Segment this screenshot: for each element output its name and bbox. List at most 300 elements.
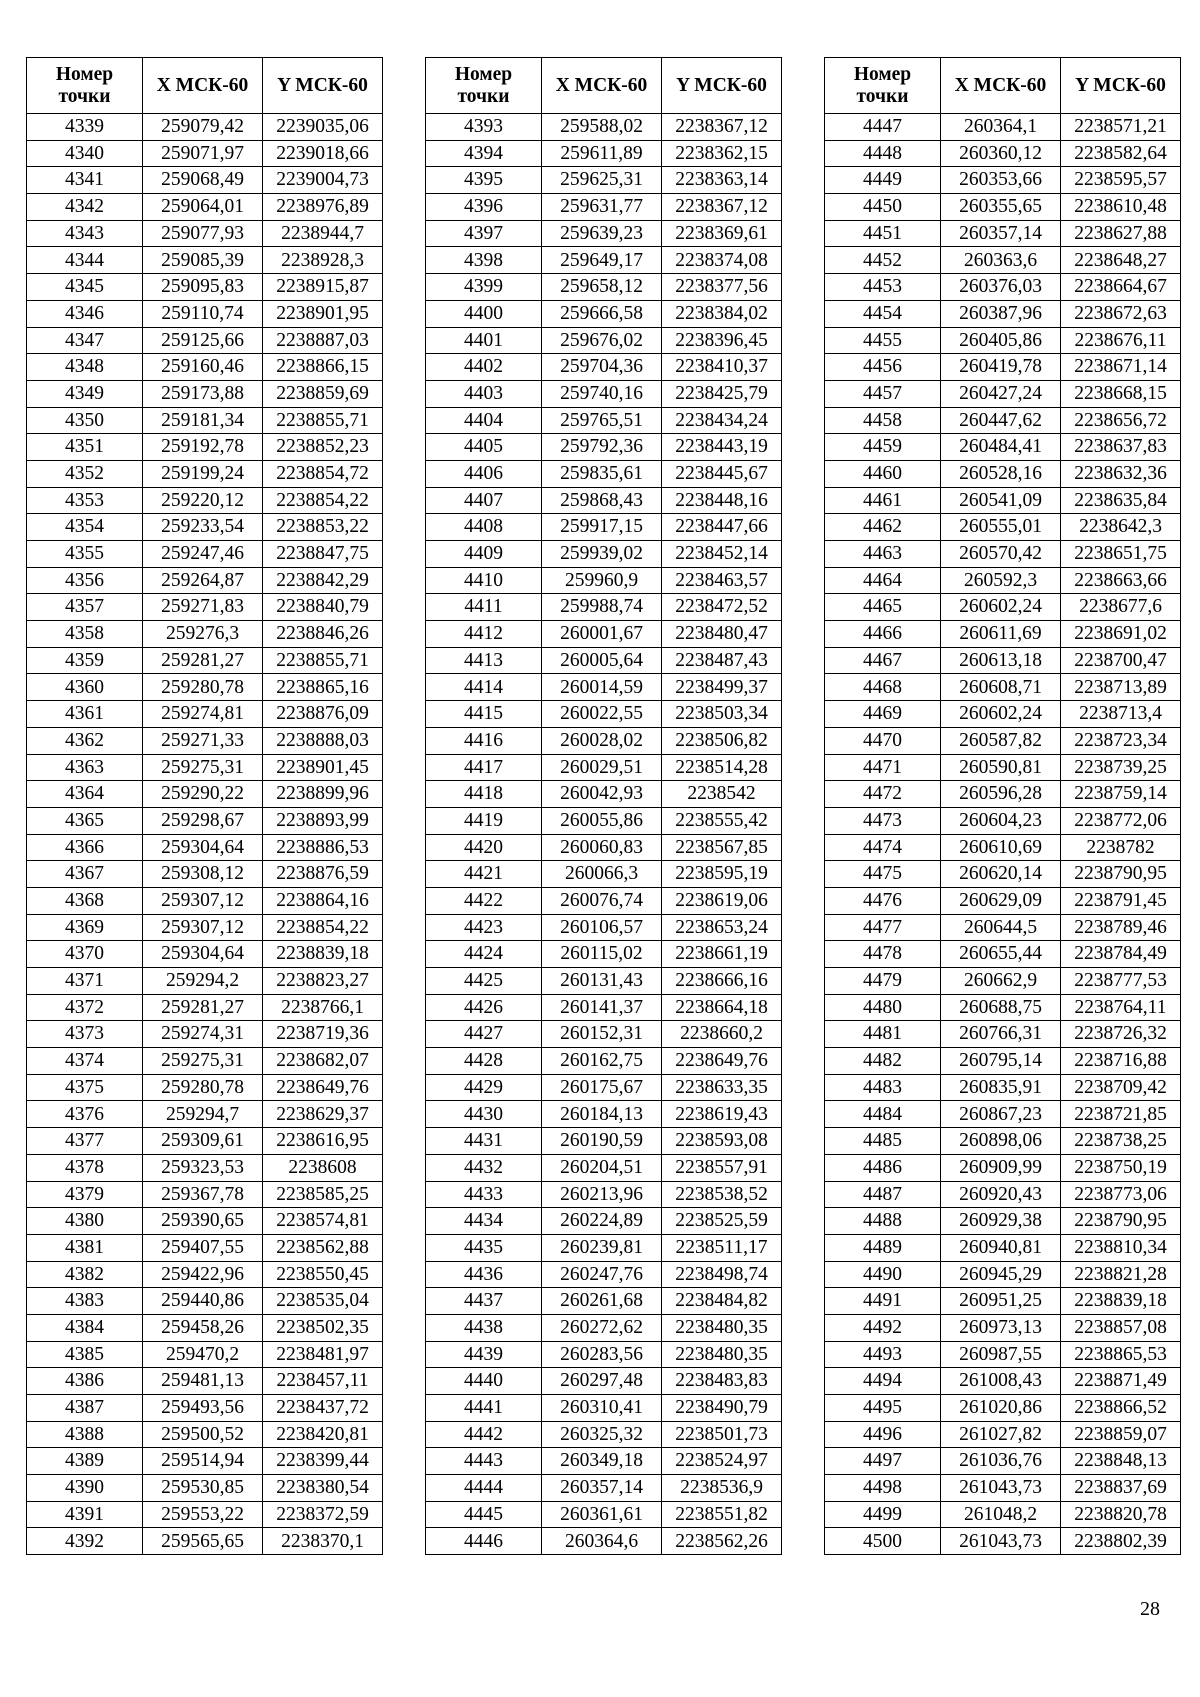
point-number-header: Номер точки [27,58,143,114]
table-row [27,487,383,514]
y-cell: 2238859,07 [1061,1421,1181,1448]
point-number-cell: 4496 [825,1421,941,1448]
table-row [825,1421,1181,1448]
point-number-cell: 4468 [825,674,941,701]
x-cell: 260325,32 [542,1421,662,1448]
table-row [825,380,1181,407]
table-row [27,941,383,968]
point-number-cell: 4400 [426,300,542,327]
y-cell: 2238635,84 [1061,487,1181,514]
y-cell: 2238595,19 [662,861,782,888]
y-cell: 2239035,06 [263,114,383,141]
point-number-cell: 4381 [27,1234,143,1261]
table-row [825,674,1181,701]
x-cell: 259264,87 [143,567,263,594]
y-cell: 2238377,56 [662,274,782,301]
x-cell: 259280,78 [143,1074,263,1101]
point-number-cell: 4470 [825,727,941,754]
point-number-cell: 4482 [825,1048,941,1075]
point-number-cell: 4406 [426,460,542,487]
x-cell: 259274,81 [143,701,263,728]
point-number-cell: 4457 [825,380,941,407]
table-row [426,1261,782,1288]
y-cell: 2238866,15 [263,354,383,381]
y-cell: 2238859,69 [263,380,383,407]
x-cell: 259077,93 [143,220,263,247]
x-cell: 260066,3 [542,861,662,888]
table-row [426,434,782,461]
x-cell: 260076,74 [542,887,662,914]
y-cell: 2238759,14 [1061,781,1181,808]
x-cell: 261043,73 [941,1475,1061,1502]
y-cell: 2238928,3 [263,247,383,274]
x-cell: 260951,25 [941,1288,1061,1315]
x-cell: 260213,96 [542,1181,662,1208]
y-cell: 2238726,32 [1061,1021,1181,1048]
table-row [825,1208,1181,1235]
table-row [426,1448,782,1475]
x-cell: 260447,62 [941,407,1061,434]
y-cell: 2238802,39 [1061,1528,1181,1555]
point-number-cell: 4441 [426,1395,542,1422]
y-cell: 2238846,26 [263,621,383,648]
x-cell: 259281,27 [143,994,263,1021]
y-cell: 2238857,08 [1061,1314,1181,1341]
x-cell: 259625,31 [542,167,662,194]
y-cell: 2238582,64 [1061,140,1181,167]
x-cell: 259110,74 [143,300,263,327]
y-cell: 2238888,03 [263,727,383,754]
y-cell: 2238480,35 [662,1341,782,1368]
x-cell: 260592,3 [941,567,1061,594]
table-row [426,1475,782,1502]
table-row [825,1368,1181,1395]
x-cell: 259481,13 [143,1368,263,1395]
point-number-cell: 4385 [27,1341,143,1368]
x-cell: 260141,37 [542,994,662,1021]
table-row [825,807,1181,834]
y-cell: 2238716,88 [1061,1048,1181,1075]
point-number-cell: 4423 [426,914,542,941]
point-number-cell: 4372 [27,994,143,1021]
x-cell: 260357,14 [941,220,1061,247]
y-cell: 2238480,47 [662,621,782,648]
table-row [27,434,383,461]
point-number-cell: 4462 [825,514,941,541]
table-row [825,541,1181,568]
point-number-cell: 4351 [27,434,143,461]
x-cell: 260272,62 [542,1314,662,1341]
table-row [825,114,1181,141]
table-row [426,1395,782,1422]
x-cell: 260484,41 [941,434,1061,461]
point-number-cell: 4375 [27,1074,143,1101]
point-number-cell: 4424 [426,941,542,968]
point-number-cell: 4365 [27,807,143,834]
x-cell: 260644,5 [941,914,1061,941]
x-cell: 260162,75 [542,1048,662,1075]
y-cell: 2238839,18 [263,941,383,968]
x-cell: 260419,78 [941,354,1061,381]
table-row [825,941,1181,968]
table-row [825,1501,1181,1528]
x-cell: 259294,2 [143,968,263,995]
y-cell: 2238671,14 [1061,354,1181,381]
table-row [825,1314,1181,1341]
y-cell: 2238842,29 [263,567,383,594]
y-cell: 2238944,7 [263,220,383,247]
x-cell: 260929,38 [941,1208,1061,1235]
point-number-cell: 4404 [426,407,542,434]
y-cell: 2238854,22 [263,914,383,941]
y-cell: 2238854,72 [263,460,383,487]
table-row [825,460,1181,487]
table-row [27,1021,383,1048]
point-number-cell: 4490 [825,1261,941,1288]
y-cell: 2238668,15 [1061,380,1181,407]
table-header-row [27,58,383,114]
x-cell: 260363,6 [941,247,1061,274]
table-row [825,1234,1181,1261]
y-cell: 2238616,95 [263,1128,383,1155]
x-cell: 260427,24 [941,380,1061,407]
y-cell: 2238664,18 [662,994,782,1021]
table-row [27,1101,383,1128]
y-cell: 2238434,24 [662,407,782,434]
point-number-cell: 4392 [27,1528,143,1555]
y-cell: 2239004,73 [263,167,383,194]
table-row [27,541,383,568]
x-cell: 260596,28 [941,781,1061,808]
point-number-cell: 4349 [27,380,143,407]
y-cell: 2238839,18 [1061,1288,1181,1315]
point-number-cell: 4435 [426,1234,542,1261]
y-cell: 2238437,72 [263,1395,383,1422]
table-row [426,754,782,781]
x-cell: 260602,24 [941,594,1061,621]
point-number-cell: 4368 [27,887,143,914]
table-row [426,274,782,301]
y-cell: 2238865,16 [263,674,383,701]
table-row [825,701,1181,728]
table-row [27,514,383,541]
table-row [426,1288,782,1315]
point-number-cell: 4410 [426,567,542,594]
y-cell: 2238865,53 [1061,1341,1181,1368]
point-number-cell: 4500 [825,1528,941,1555]
point-number-cell: 4465 [825,594,941,621]
y-cell: 2238619,43 [662,1101,782,1128]
table-row [426,194,782,221]
y-cell: 2238651,75 [1061,541,1181,568]
table-row [825,1395,1181,1422]
point-number-cell: 4363 [27,754,143,781]
x-cell: 259440,86 [143,1288,263,1315]
y-cell: 2238976,89 [263,194,383,221]
x-cell: 259917,15 [542,514,662,541]
table-row [27,647,383,674]
table-row [27,1181,383,1208]
y-cell: 2238571,21 [1061,114,1181,141]
x-cell: 260190,59 [542,1128,662,1155]
point-number-cell: 4464 [825,567,941,594]
y-cell: 2238777,53 [1061,968,1181,995]
point-number-cell: 4498 [825,1475,941,1502]
y-cell: 2238463,57 [662,567,782,594]
table-row [27,701,383,728]
point-number-cell: 4437 [426,1288,542,1315]
x-cell: 260028,02 [542,727,662,754]
x-cell: 260629,09 [941,887,1061,914]
table-row [426,1421,782,1448]
x-cell: 259071,97 [143,140,263,167]
x-cell: 259125,66 [143,327,263,354]
table-row [27,220,383,247]
point-number-cell: 4405 [426,434,542,461]
y-cell: 2238738,25 [1061,1128,1181,1155]
point-number-cell: 4415 [426,701,542,728]
y-cell: 2238535,04 [263,1288,383,1315]
y-cell: 2238766,1 [263,994,383,1021]
point-number-cell: 4431 [426,1128,542,1155]
y-cell: 2238374,08 [662,247,782,274]
table-row [825,567,1181,594]
point-number-cell: 4433 [426,1181,542,1208]
y-cell: 2238649,76 [662,1048,782,1075]
table-row [27,1154,383,1181]
y-cell: 2238855,71 [263,647,383,674]
table-row [426,1154,782,1181]
y-cell: 2238448,16 [662,487,782,514]
table-row [27,1421,383,1448]
y-cell: 2238367,12 [662,114,782,141]
y-cell: 2238676,11 [1061,327,1181,354]
x-cell: 260620,14 [941,861,1061,888]
point-number-cell: 4443 [426,1448,542,1475]
point-number-cell: 4438 [426,1314,542,1341]
x-cell: 260184,13 [542,1101,662,1128]
y-cell: 2238719,36 [263,1021,383,1048]
point-number-cell: 4434 [426,1208,542,1235]
y-cell: 2238384,02 [662,300,782,327]
point-number-cell: 4382 [27,1261,143,1288]
table-row [27,674,383,701]
table-row [426,541,782,568]
point-number-cell: 4448 [825,140,941,167]
y-cell: 2238784,49 [1061,941,1181,968]
y-cell: 2238542 [662,781,782,808]
x-cell: 261027,82 [941,1421,1061,1448]
table-row [27,1501,383,1528]
point-number-cell: 4445 [426,1501,542,1528]
y-cell: 2238840,79 [263,594,383,621]
y-cell: 2238642,3 [1061,514,1181,541]
table-row [426,621,782,648]
point-number-cell: 4451 [825,220,941,247]
x-cell: 260355,65 [941,194,1061,221]
point-number-cell: 4398 [426,247,542,274]
point-number-cell: 4442 [426,1421,542,1448]
table-row [426,380,782,407]
x-cell: 259666,58 [542,300,662,327]
y-cell: 2238608 [263,1154,383,1181]
x-cell: 260898,06 [941,1128,1061,1155]
point-number-cell: 4453 [825,274,941,301]
point-number-cell: 4397 [426,220,542,247]
table-row [426,887,782,914]
point-number-cell: 4344 [27,247,143,274]
x-cell: 260364,6 [542,1528,662,1555]
table-row [426,1234,782,1261]
table-row [27,194,383,221]
table-row [426,834,782,861]
x-cell: 261008,43 [941,1368,1061,1395]
table-row [27,354,383,381]
y-cell: 2238663,66 [1061,567,1181,594]
table-row [825,300,1181,327]
table-row [825,1261,1181,1288]
point-number-cell: 4354 [27,514,143,541]
point-number-cell: 4455 [825,327,941,354]
x-cell: 259181,34 [143,407,263,434]
point-number-cell: 4449 [825,167,941,194]
x-cell: 259835,61 [542,460,662,487]
point-number-cell: 4374 [27,1048,143,1075]
x-cell: 259304,64 [143,834,263,861]
table-row [426,727,782,754]
y-cell: 2238362,15 [662,140,782,167]
x-cell: 260795,14 [941,1048,1061,1075]
table-row [825,407,1181,434]
x-cell: 259276,3 [143,621,263,648]
x-cell: 259280,78 [143,674,263,701]
point-number-cell: 4499 [825,1501,941,1528]
x-cell: 260608,71 [941,674,1061,701]
x-header: X МСК-60 [143,58,263,114]
x-cell: 259704,36 [542,354,662,381]
x-cell: 259588,02 [542,114,662,141]
x-cell: 259304,64 [143,941,263,968]
point-number-cell: 4483 [825,1074,941,1101]
point-number-cell: 4359 [27,647,143,674]
y-cell: 2238854,22 [263,487,383,514]
point-number-cell: 4345 [27,274,143,301]
table-row [27,968,383,995]
table-row [426,941,782,968]
point-number-cell: 4425 [426,968,542,995]
table-row [825,514,1181,541]
y-cell: 2238445,67 [662,460,782,487]
table-row [825,994,1181,1021]
y-cell: 2238420,81 [263,1421,383,1448]
y-cell: 2238852,23 [263,434,383,461]
table-row [825,1074,1181,1101]
table-row [825,1288,1181,1315]
x-cell: 259792,36 [542,434,662,461]
table-row [426,674,782,701]
table-row [825,781,1181,808]
point-number-cell: 4391 [27,1501,143,1528]
table-row [27,1314,383,1341]
y-cell: 2238480,35 [662,1314,782,1341]
point-number-cell: 4370 [27,941,143,968]
table-row [825,1448,1181,1475]
table-row [426,514,782,541]
point-number-cell: 4420 [426,834,542,861]
x-cell: 260688,75 [941,994,1061,1021]
table-row [426,647,782,674]
x-cell: 260405,86 [941,327,1061,354]
point-number-cell: 4475 [825,861,941,888]
point-number-cell: 4495 [825,1395,941,1422]
y-cell: 2238709,42 [1061,1074,1181,1101]
y-cell: 2238557,91 [662,1154,782,1181]
x-cell: 260005,64 [542,647,662,674]
y-cell: 2238700,47 [1061,647,1181,674]
y-cell: 2238536,9 [662,1475,782,1502]
table-row [27,1074,383,1101]
point-number-cell: 4378 [27,1154,143,1181]
y-cell: 2238595,57 [1061,167,1181,194]
table-row [27,781,383,808]
x-cell: 259309,61 [143,1128,263,1155]
y-cell: 2238472,52 [662,594,782,621]
point-number-cell: 4377 [27,1128,143,1155]
x-cell: 260387,96 [941,300,1061,327]
x-cell: 260204,51 [542,1154,662,1181]
table-row [426,300,782,327]
x-cell: 259079,42 [143,114,263,141]
point-number-cell: 4346 [27,300,143,327]
table-row [27,247,383,274]
point-number-cell: 4452 [825,247,941,274]
y-cell: 2238677,6 [1061,594,1181,621]
point-number-cell: 4419 [426,807,542,834]
x-cell: 259988,74 [542,594,662,621]
x-cell: 260364,1 [941,114,1061,141]
table-row [27,1261,383,1288]
x-cell: 260613,18 [941,647,1061,674]
table-row [426,1314,782,1341]
table-row [825,1101,1181,1128]
y-cell: 2238871,49 [1061,1368,1181,1395]
y-cell: 2238837,69 [1061,1475,1181,1502]
y-cell: 2238773,06 [1061,1181,1181,1208]
table-row [27,834,383,861]
point-number-cell: 4387 [27,1395,143,1422]
x-cell: 260528,16 [941,460,1061,487]
point-number-cell: 4447 [825,114,941,141]
point-number-cell: 4472 [825,781,941,808]
table-row [426,1101,782,1128]
y-cell: 2238399,44 [263,1448,383,1475]
point-number-cell: 4407 [426,487,542,514]
x-cell: 260239,81 [542,1234,662,1261]
y-cell: 2238550,45 [263,1261,383,1288]
table-row [426,1368,782,1395]
table-row [27,140,383,167]
point-number-cell: 4466 [825,621,941,648]
point-number-cell: 4362 [27,727,143,754]
point-number-cell: 4380 [27,1208,143,1235]
y-cell: 2238848,13 [1061,1448,1181,1475]
table-header-row [426,58,782,114]
table-row [27,1448,383,1475]
y-cell: 2238447,66 [662,514,782,541]
x-cell: 259530,85 [143,1475,263,1502]
x-cell: 260247,76 [542,1261,662,1288]
x-cell: 260555,01 [941,514,1061,541]
